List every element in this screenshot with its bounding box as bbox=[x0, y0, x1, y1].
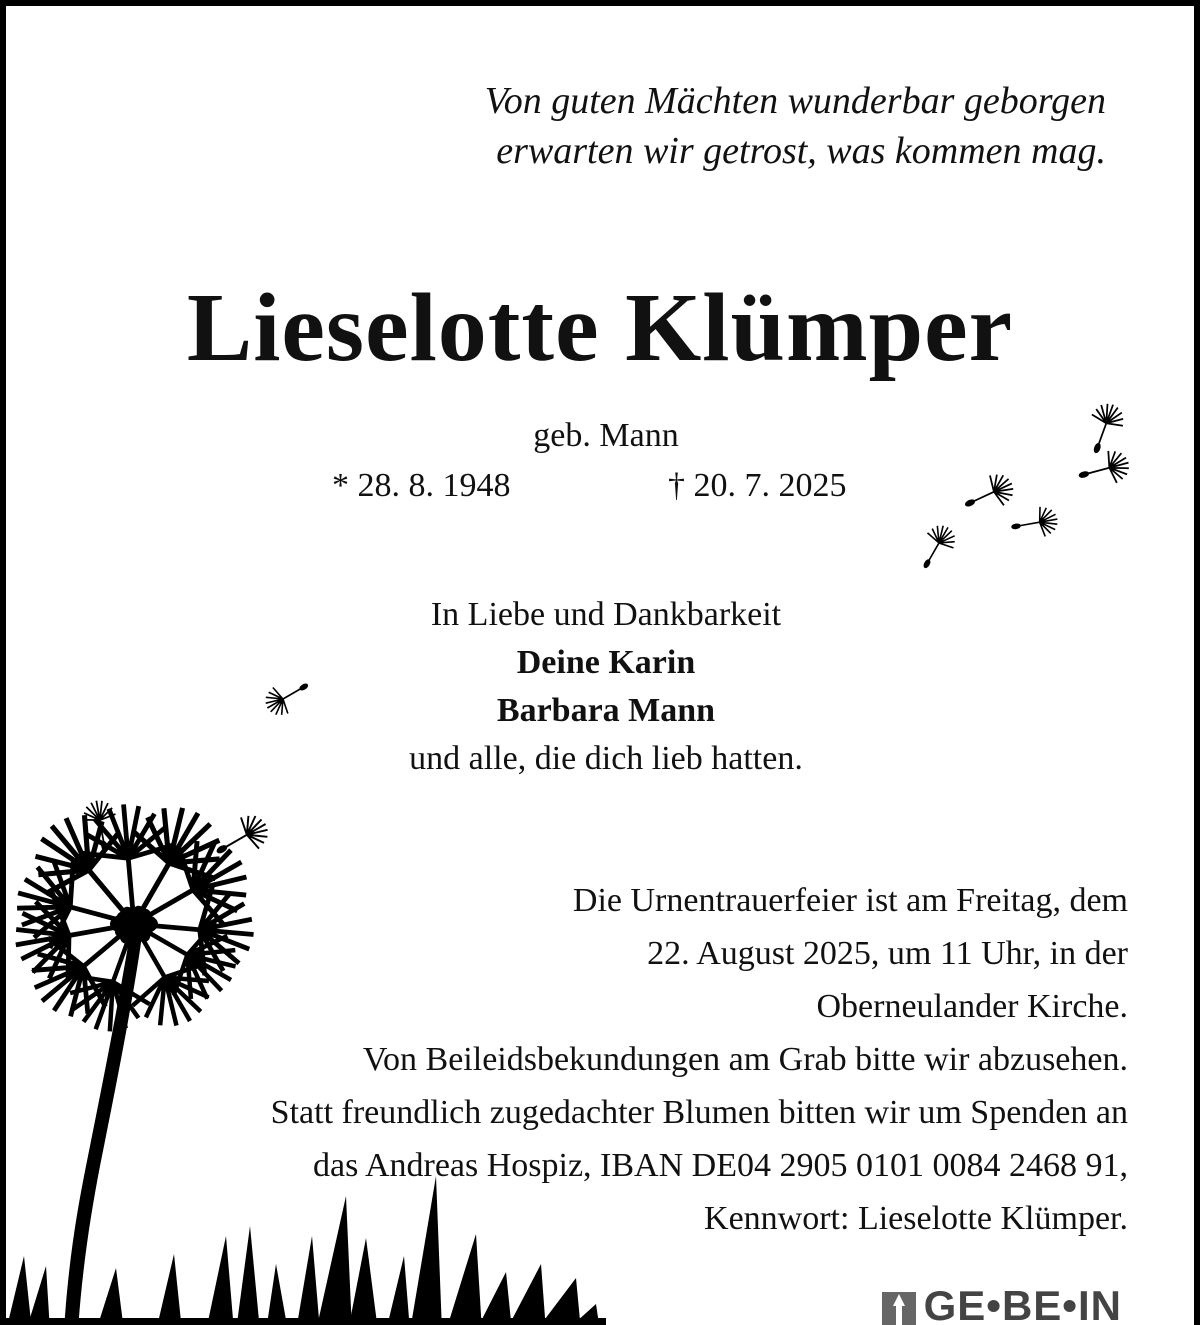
quote-line-2: erwarten wir getrost, was kommen mag. bbox=[496, 130, 1106, 172]
mourner-name: Deine Karin bbox=[516, 644, 696, 681]
logo-mark-icon bbox=[882, 1286, 916, 1325]
deceased-name: Lieselotte Klümper bbox=[186, 274, 1014, 382]
quote-line-1: Von guten Mächten wunderbar geborgen bbox=[484, 80, 1106, 122]
mourner-name: Barbara Mann bbox=[496, 692, 716, 729]
info-line: Von Beileidsbekundungen am Grab bitte wir abzusehen. bbox=[362, 1041, 1128, 1078]
quote bbox=[406, 76, 1106, 176]
info-line: 22. August 2025, um 11 Uhr, in der bbox=[647, 935, 1128, 972]
info-line: Oberneulander Kirche. bbox=[816, 988, 1128, 1025]
birth-date: * 28. 8. 1948 bbox=[332, 467, 511, 504]
info-line: Kennwort: Lieselotte Klümper. bbox=[704, 1200, 1128, 1237]
mourners-intro: In Liebe und Dankbarkeit bbox=[430, 596, 782, 633]
service-info bbox=[68, 874, 1128, 1245]
death-date: † 20. 7. 2025 bbox=[668, 467, 847, 504]
info-line: Die Urnentrauerfeier ist am Freitag, dem bbox=[572, 882, 1128, 919]
logo-text: GE•BE•IN bbox=[923, 1282, 1122, 1325]
info-line: das Andreas Hospiz, IBAN DE04 2905 0101 0084 2468 91, bbox=[313, 1147, 1128, 1184]
mourners-closing: und alle, die dich lieb hatten. bbox=[409, 740, 803, 777]
birth-name: geb. Mann bbox=[533, 417, 679, 454]
publisher-logo bbox=[882, 1282, 1122, 1325]
info-line: Statt freundlich zugedachter Blumen bitten wir um Spenden an bbox=[270, 1094, 1128, 1131]
mourners-block bbox=[6, 591, 1200, 783]
